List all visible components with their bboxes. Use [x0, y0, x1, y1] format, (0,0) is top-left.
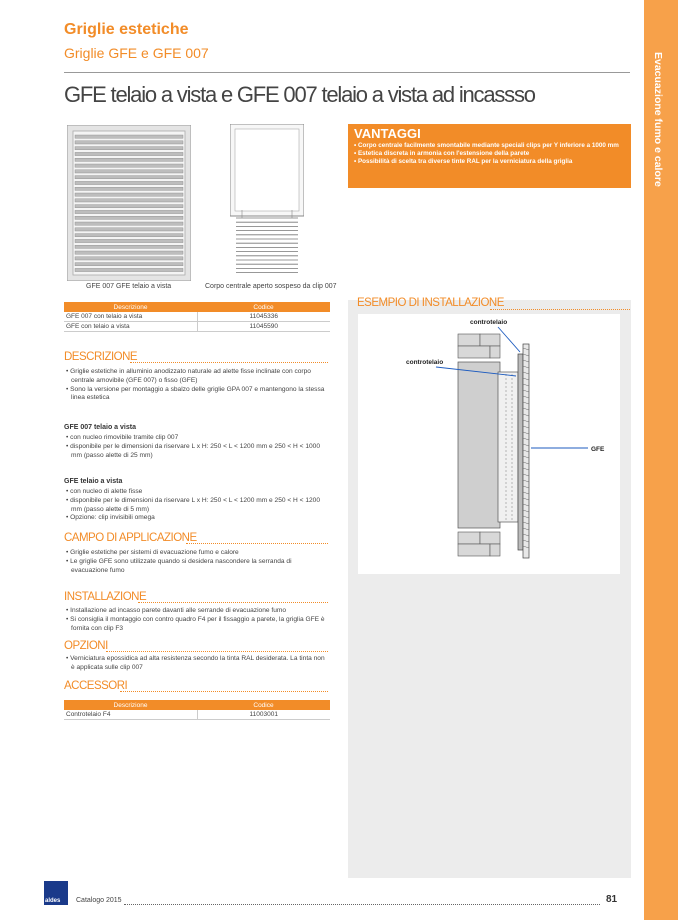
table-cell: GFE 007 con telaio a vista: [64, 312, 197, 322]
list-item: • Si consiglia il montaggio con contro quadro F4 per il fissaggio a parete, la griglia GFE è fornita con clip F3: [64, 616, 330, 634]
slat: [75, 187, 183, 190]
table-cell: Controtelaio F4: [64, 710, 197, 720]
table-header: Codice: [197, 700, 330, 710]
section-heading-esempio: ESEMPIO DI INSTALLAZIONE: [357, 297, 504, 309]
slat: [75, 141, 183, 144]
opzioni-list: [64, 655, 330, 673]
slat: [75, 135, 183, 138]
table-cell: 11045336: [197, 312, 330, 322]
section-heading-campo: CAMPO DI APPLICAZIONE: [64, 532, 197, 544]
list-item: • disponibile per le dimensioni da riservare L x H: 250 < L < 1200 mm e 250 < H < 1200 mm (passo alette di 5 mm): [64, 497, 330, 515]
label-gfe: GFE: [591, 446, 605, 453]
list-item: • Installazione ad incasso parete davanti alle serrande di evacuazione fumo: [64, 607, 330, 616]
installation-diagram: [358, 314, 620, 574]
wall-bottom: [458, 532, 500, 556]
slat: [75, 263, 183, 266]
subheading-gfe: GFE telaio a vista: [64, 478, 123, 485]
heading-dots: [120, 691, 328, 692]
slat: [75, 222, 183, 225]
list-item: • con nucleo di alette fisse: [64, 488, 330, 497]
list-item: • disponibile per le dimensioni da riservare L x H: 250 < L < 1200 mm e 250 < H < 1000 mm (passo alette di 25 mm): [64, 443, 330, 461]
table-cell: GFE con telaio a vista: [64, 322, 197, 332]
gfe007-list: [64, 434, 330, 460]
list-item: • Verniciatura epossidica ad alta resistenza secondo la tinta RAL desiderata. La tinta non è applicata sulle clip 007: [64, 655, 330, 673]
slat: [75, 245, 183, 248]
slat: [75, 152, 183, 155]
list-item: • Le griglie GFE sono utilizzate quando si desidera nascondere la serranda di evacuazione fumo: [64, 558, 330, 576]
table-cell: 11045590: [197, 322, 330, 332]
products-table: [64, 302, 330, 332]
side-tab-label: Evacuazione fumo e calore: [652, 52, 664, 187]
slat: [75, 205, 183, 208]
damper-body: [458, 362, 500, 528]
slat: [75, 147, 183, 150]
vantaggi-box: [348, 124, 631, 188]
grille-image-open: [230, 124, 304, 278]
counter-frame: [518, 354, 523, 550]
table-header: Descrizione: [64, 700, 197, 710]
vantaggi-item: • Corpo centrale facilmente smontabile mediante speciali clips per Y inferiore a 1000 mm: [354, 142, 626, 150]
slat: [75, 228, 183, 231]
section-heading-installazione: INSTALLAZIONE: [64, 591, 147, 603]
heading-dots: [138, 602, 328, 603]
vantaggi-item: • Estetica discreta in armonia con l'estensione della parete: [354, 150, 626, 158]
table-cell: 11003001: [197, 710, 330, 720]
slat: [75, 251, 183, 254]
slat: [75, 158, 183, 161]
heading-dots: [186, 543, 328, 544]
caption-left: GFE 007 GFE telaio a vista: [86, 283, 172, 290]
slat: [75, 268, 183, 271]
subheading-gfe007: GFE 007 telaio a vista: [64, 424, 136, 431]
vantaggi-list: [354, 142, 626, 167]
category-title: Griglie estetiche: [64, 21, 189, 38]
slat: [75, 193, 183, 196]
grille-image-gfe: [67, 125, 191, 281]
aldes-logo: [44, 881, 68, 905]
gfe-list: [64, 488, 330, 523]
slat: [75, 176, 183, 179]
section-heading-descrizione: DESCRIZIONE: [64, 351, 138, 363]
table-header: Descrizione: [64, 302, 197, 312]
page-number: 81: [606, 894, 618, 905]
section-heading-accessori: ACCESSORI: [64, 680, 128, 692]
slat: [75, 170, 183, 173]
list-item: • Opzione: clip invisibili omega: [64, 514, 330, 523]
list-item: • Griglie estetiche per sistemi di evacuazione fumo e calore: [64, 549, 330, 558]
heading-dots: [106, 651, 328, 652]
footer-catalog: Catalogo 2015: [76, 897, 122, 904]
accessori-table: [64, 700, 330, 720]
vantaggi-title: VANTAGGI: [354, 126, 421, 141]
damper-blade: [498, 372, 518, 522]
hanging-core-slats: [236, 210, 298, 273]
caption-right: Corpo centrale aperto sospeso da clip 007: [205, 283, 337, 290]
slat: [75, 164, 183, 167]
slat: [75, 181, 183, 184]
table-row: [64, 312, 330, 322]
slat: [75, 210, 183, 213]
list-item: • Sono la versione per montaggio a sbalzo delle griglie GPA 007 e mantengono la stessa linea estetica: [64, 386, 330, 404]
slat: [75, 199, 183, 202]
slat: [75, 234, 183, 237]
heading-dots: [130, 362, 328, 363]
side-tab: [644, 0, 678, 920]
list-item: • Griglie estetiche in alluminio anodizzato naturale ad alette fisse inclinate con corpo centrale amovibile (GFE 007) o fisso (GFE): [64, 368, 330, 386]
header-rule: [64, 72, 630, 73]
vantaggi-item: • Possibilità di scelta tra diverse tinte RAL per la verniciatura della griglia: [354, 158, 626, 166]
list-item: • con nucleo rimovibile tramite clip 007: [64, 434, 330, 443]
label-controtelaio-top: controtelaio: [470, 319, 508, 326]
campo-list: [64, 549, 330, 575]
descrizione-list: [64, 368, 330, 403]
table-row: [64, 710, 330, 720]
slat: [75, 216, 183, 219]
wall-top: [458, 334, 500, 358]
brand-text: aldes: [45, 898, 61, 904]
label-controtelaio-left: controtelaio: [406, 359, 444, 366]
section-heading-opzioni: OPZIONI: [64, 640, 108, 652]
table-header: Codice: [197, 302, 330, 312]
slat: [75, 257, 183, 260]
footer-dots: [124, 904, 600, 905]
slat: [75, 239, 183, 242]
heading-dots: [490, 309, 630, 310]
page-title: GFE telaio a vista e GFE 007 telaio a vista ad incassso: [64, 82, 535, 107]
page-subtitle: Griglie GFE e GFE 007: [64, 45, 209, 61]
installazione-list: [64, 607, 330, 633]
table-row: [64, 322, 330, 332]
